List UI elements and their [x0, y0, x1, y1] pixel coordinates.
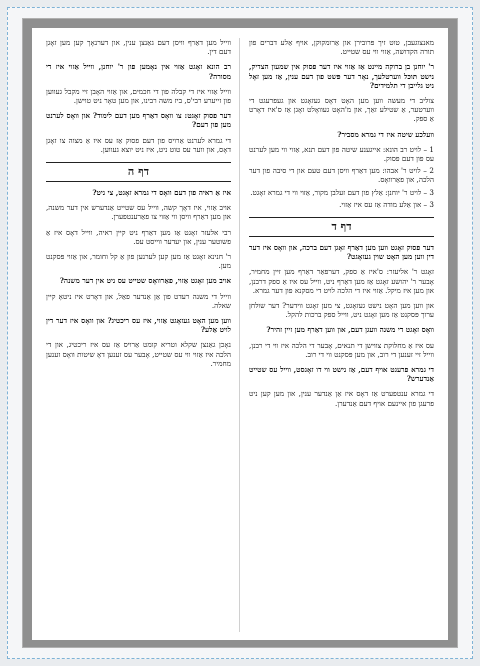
column-divider — [239, 38, 240, 632]
paragraph: עס איז אַ מחלוקת צווישן די תנאים, אָבער די הלכה איז ווי די רבנן, ווייל זיי זענען די רוב, און מען פּסקנט ווי די רוב. — [249, 340, 434, 359]
bold-question: רב הונא זאָגט אַזוי אין נאָמען פון ר' יוחנן, ווייל אַזוי איז די מסורה? — [46, 62, 231, 81]
paragraph: צוליב די מעשה ווען מען האָט דאָס געזאָגט און געפרעגט די ווערטער, אַ שטילע זאַך, און מ'האָט געוואָלט זאָגן אַז ס'איז דאָרט אַ ספק. — [249, 96, 434, 124]
paragraph: אויב אַזוי, איז דאָך קשה, ווייל עס שטייט אַנדערש אין דער משנה, און מען דאַרף וויסן ווי אַזוי צו פאַרענטפערן. — [46, 203, 231, 222]
bold-question: איז אַ ראיה פון דעם וואָס די גמרא זאָגט, צי ניט? — [92, 188, 231, 198]
bold-question: אויב מען זאָגט אַזוי, פאַרוואָס שטייט עס ניט אין דער משנה? — [59, 276, 231, 286]
paragraph: ווייל די משנה רעדט פון אַן אַנדער פאַל, און דאָרט איז ניטאָ קיין שאלה. — [46, 291, 231, 310]
list-item: 2 – לויט ר' אבהו: מען דאַרף וויסן דעם טעם און די סיבה פון דער הלכה, און פאַרוואָס. — [249, 166, 434, 185]
bold-question: די גמרא פרעגט אויף דעם, אַז נישט ווי דו זאָגסט, ווייל עס שטייט אַנדערש? — [249, 365, 434, 384]
bold-question: דער פסוק זאָגט: צו וואָס דאַרף מען דעם לימוד? און וואָס לערנט מען פון דעם? — [46, 111, 231, 130]
list-item: 3 – לויט ר' יוחנן: אַלץ פון דעם זעלבן מקור, אַזוי ווי די גמרא זאָגט. — [250, 187, 434, 197]
paragraph: ווייל מען דאַרף וויסן דעם גאַנצן ענין, און דערנאָך קען מען זאָגן דעם דין. — [46, 38, 231, 57]
paragraph: און ווען מען האָט נישט געזאָגט, צי מען זאָגט ווידער? דער שולחן ערוך פּסקנט אַז מען זאָגט ניט, ווייל ספק ברכות להקל. — [249, 301, 434, 320]
paragraph: ר' חנינא זאָגט אַז מען קען לערנען פון אַ קל וחומר, און אַזוי פּסקנט מען. — [46, 252, 231, 271]
paragraph: רבי אלעזר זאָגט אַז מען דאַרף ניט קיין ראיה, ווייל דאָס איז אַ פשוטער ענין, און יעדער ווייסט עס. — [46, 227, 231, 246]
bold-question: ר' יוחנן בן ברוקה מיינט אַז אַזוי איז דער פסוק אין שמעון הצדיק, נישט תּוכּל ווערטלעך, נאָר דער פּשט פון דעם ענין, אַז מען זאָל ניט גלייבן די תלמידים? — [249, 62, 434, 90]
right-column — [249, 38, 434, 632]
paragraph: ווייל אַזוי איז די קבלה פון די חכמים, און אַזוי האָבן זיי מקבל געווען פון זייערע רבי'ס, ביז משה רבינו, און מען טאָר ניט טוישן. — [46, 86, 231, 106]
list-item: 3 – און אַלע מודה אַז עס איז אַזוי. — [339, 199, 434, 209]
bold-question: וועלכע שיטה איז די גמרא מסביר? — [337, 129, 434, 139]
bold-question: דער פסוק זאָגט ווען מען דאַרף זאָגן דעם ברכה, און וואָס איז דער דין ווען מען האָט שוין געזאָגט? — [249, 243, 434, 262]
left-column — [46, 38, 231, 632]
paragraph: זאָגט ר' אליעזר: ס'איז אַ ספק, דערפאַר דאַרף מען זיין מחמיר, אָבער ר' יהושע זאָגט אַז מען דאַרף ניט, ווייל עס איז אַ ספק דרבנן, און מען איז מיקל. אַזוי איז די הלכה לויט די מסקנא פון דער גמרא. — [249, 267, 434, 295]
daf-heading: דף ה — [46, 162, 231, 182]
daf-heading: דף ד — [249, 217, 434, 237]
paragraph: נאָכן גאַנצן שקלא וטריא קומט אַרויס אַז עס איז ריכטיג, און די הלכה איז אַזוי ווי עס שטייט, אָבער עס זענען דאָ שיטות וואָס זענען מחמיר. — [46, 340, 231, 368]
paragraph: מאנצוגעבן, טוט זיך פּרובירן און אַרומקוקן, אויף אַלע דברים פון תורה הקדושה, אַזוי ווי עס שטייט. — [249, 38, 434, 57]
paragraph: די גמרא לערנט אַרויס פון דעם פסוק אַז עס איז אַ מצוה צו זאָגן דאָס, און ווער עס טוט ניט, איז ניט יוצא געווען. — [46, 135, 231, 154]
bold-question: וואָס זאָגט די משנה וועגן דעם, און ווען דאַרף מען זיין זהיר? — [266, 325, 434, 335]
list-item: 1 – לויט רב הונא: אייגענע שיטה פון דעם תנא, אַזוי ווי מען לערנט עס פון דעם פסוק. — [249, 144, 434, 164]
paragraph: די גמרא ענטפערט אַז דאָס איז אַן אַנדער ענין, און מען קען ניט פרעגן פון איינעם אויף דעם אַנדערן. — [249, 389, 434, 408]
document-page — [32, 28, 448, 640]
bold-question: ווען מען האָט געזאָגט אַזוי, איז עס ריכטיג? און וואָס איז דער דין לויט אַלע? — [46, 316, 231, 335]
